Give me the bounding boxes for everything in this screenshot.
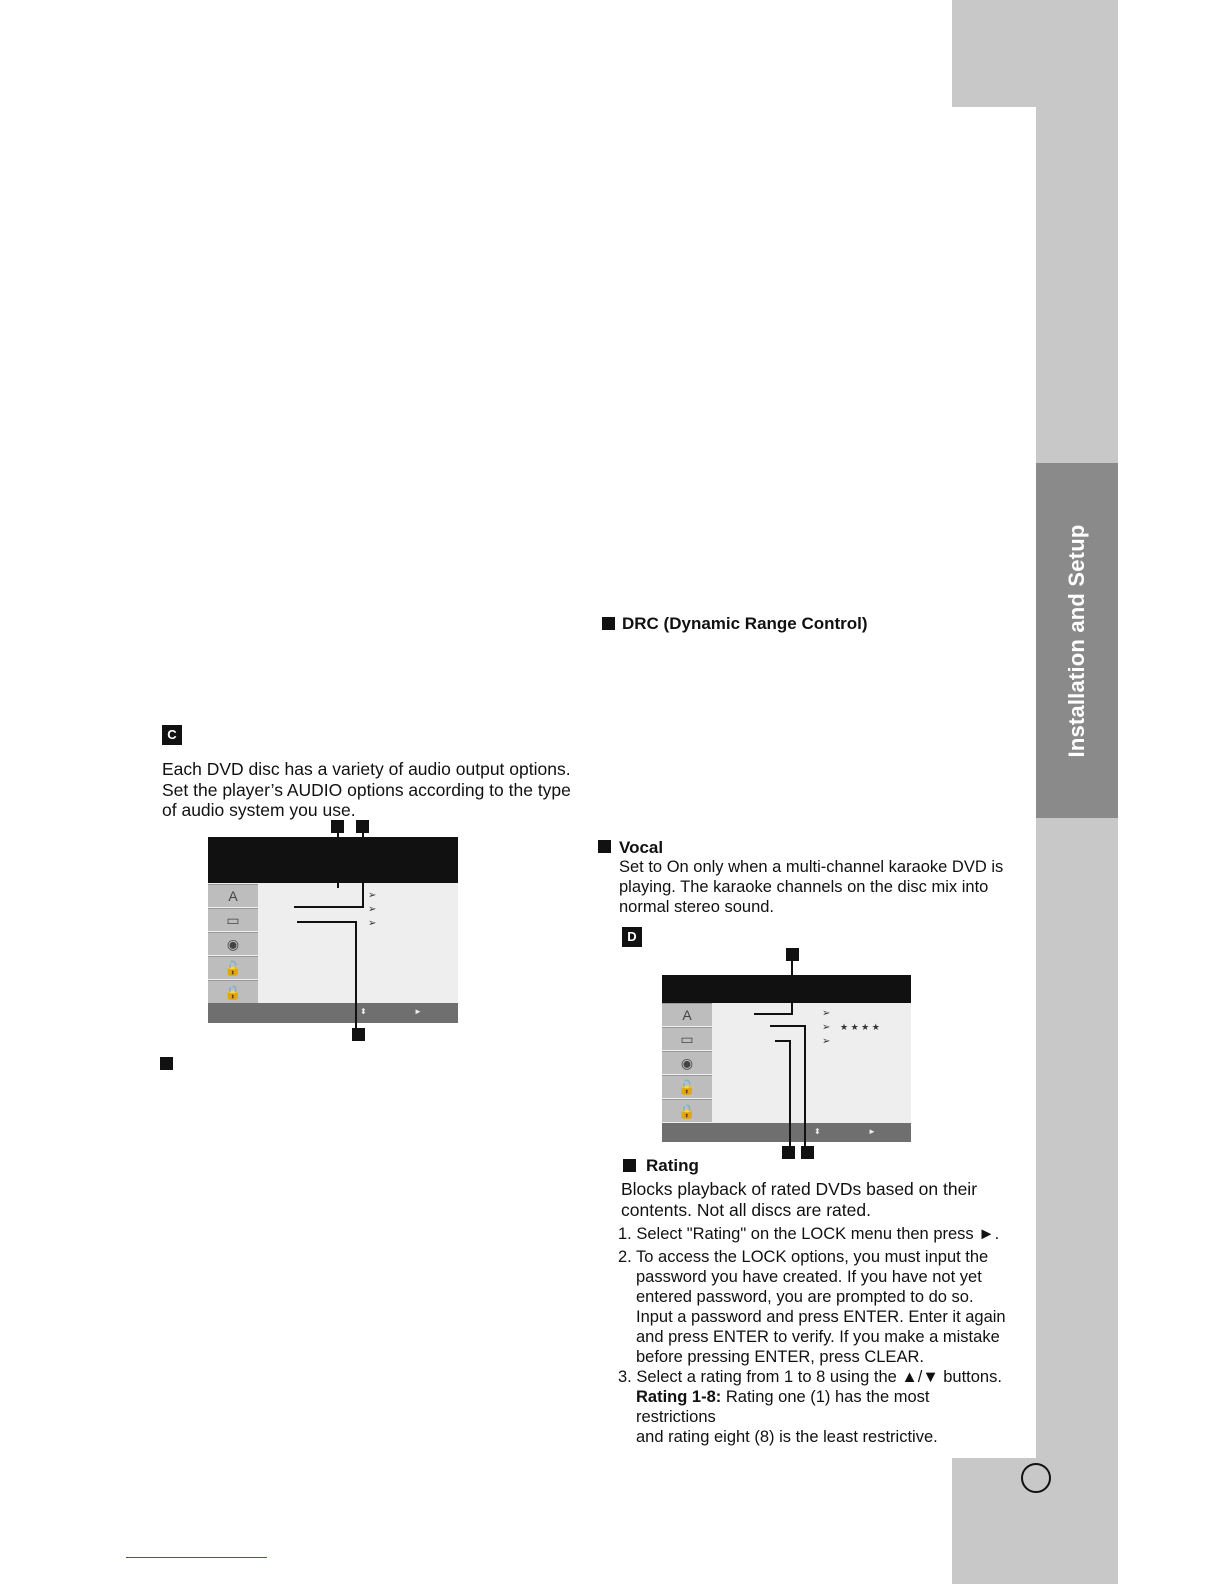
page-number-circle: [1021, 1463, 1051, 1493]
section-letter-d: D: [622, 927, 642, 947]
lock-icon: 🔒: [208, 980, 258, 1003]
page-edge-strip-lower: [1036, 818, 1118, 1458]
rating-heading: Rating: [646, 1156, 699, 1175]
audio-intro-line: Each DVD disc has a variety of audio output options.: [162, 759, 571, 779]
step-2-cont: Input a password and press ENTER. Enter it again: [636, 1308, 1006, 1326]
rating-text: [621, 1179, 1021, 1220]
callout-marker: [801, 1146, 814, 1159]
step-2-cont: and press ENTER to verify. If you make a mistake: [636, 1328, 1000, 1346]
chevron-right-icon: ➢: [822, 1022, 831, 1033]
step-2-cont: password you have created. If you have not yet: [636, 1268, 982, 1286]
page-edge-top: [952, 0, 1118, 107]
callout-line: [791, 958, 793, 1015]
chevron-right-icon: ➢: [368, 918, 377, 929]
updown-icon: ⬍: [814, 1127, 821, 1136]
play-icon: ►: [868, 1127, 876, 1136]
rating-steps: [618, 1224, 1013, 1447]
step-2-cont: before pressing ENTER, press CLEAR.: [636, 1348, 924, 1366]
callout-line: [355, 921, 357, 1029]
rating-stars: ★ ★ ★ ★: [840, 1022, 880, 1032]
audio-menu-footer: [208, 1003, 458, 1023]
callout-line: [789, 1040, 791, 1148]
audio-intro-line: Set the player’s AUDIO options according to the type: [162, 779, 571, 800]
lock-open-icon: 🔓: [208, 956, 258, 979]
callout-marker: [352, 1028, 365, 1041]
callout-marker: [331, 820, 344, 833]
bullet-square: [602, 617, 615, 630]
audio-icon: ◉: [662, 1051, 712, 1074]
bullet-square: [598, 840, 611, 853]
chevron-right-icon: ➢: [822, 1008, 831, 1019]
chevron-right-icon: ➢: [368, 904, 377, 915]
step-2-cont: entered password, you are prompted to do so.: [636, 1288, 974, 1306]
callout-line: [337, 833, 339, 888]
rating-range: [618, 1387, 1013, 1427]
vocal-text-line: playing. The karaoke channels on the disc mix into: [619, 878, 989, 896]
lock-menu-screen: [662, 975, 911, 1142]
footer-link-underline: [126, 1557, 267, 1558]
lock-menu-footer: [662, 1123, 911, 1142]
step-1: 1. Select "Rating" on the LOCK menu then press ►.: [618, 1225, 1000, 1243]
callout-line: [362, 833, 364, 908]
rating-text-line: Blocks playback of rated DVDs based on their: [621, 1179, 978, 1199]
audio-intro-line: of audio system you use.: [162, 800, 356, 820]
updown-icon: ⬍: [360, 1007, 367, 1016]
language-icon: A: [208, 884, 258, 907]
lock-open-icon: 🔓: [662, 1075, 712, 1098]
callout-line: [804, 1025, 806, 1148]
callout-line: [770, 1025, 806, 1027]
chevron-right-icon: ➢: [822, 1036, 831, 1047]
rating-text-line: contents. Not all discs are rated.: [621, 1199, 871, 1220]
callout-line: [297, 921, 357, 923]
callout-line: [754, 1013, 793, 1015]
step-3: 3. Select a rating from 1 to 8 using the ▲/▼ buttons.: [618, 1368, 1002, 1386]
section-tab-label: Installation and Setup: [1064, 524, 1089, 757]
bullet-square: [160, 1057, 173, 1070]
chevron-right-icon: ➢: [368, 890, 377, 901]
rating-range-cont: and rating eight (8) is the least restrictive.: [636, 1428, 938, 1446]
lock-icon: 🔒: [662, 1099, 712, 1122]
page-edge-strip: [1036, 107, 1118, 463]
callout-marker: [782, 1146, 795, 1159]
rating-range-text: Rating one (1) has the most restrictions: [636, 1388, 930, 1426]
bullet-square: [623, 1159, 636, 1172]
callout-line: [294, 906, 364, 908]
vocal-heading: Vocal: [619, 838, 664, 857]
play-icon: ►: [414, 1007, 422, 1016]
audio-icon: ◉: [208, 932, 258, 955]
audio-intro: [162, 759, 602, 821]
vocal-text-line: Set to On only when a multi-channel karaoke DVD is: [619, 858, 1004, 876]
section-letter-c: C: [162, 725, 182, 745]
language-icon: A: [662, 1003, 712, 1026]
step-2: 2. To access the LOCK options, you must input the: [618, 1248, 989, 1266]
display-icon: ▭: [662, 1027, 712, 1050]
audio-menu-screen: [208, 837, 458, 1023]
display-icon: ▭: [208, 908, 258, 931]
vocal-text: [619, 857, 1019, 917]
callout-marker: [356, 820, 369, 833]
vocal-text-line: normal stereo sound.: [619, 898, 775, 916]
rating-range-label: Rating 1-8:: [636, 1388, 722, 1406]
drc-heading: DRC (Dynamic Range Control): [622, 614, 868, 633]
